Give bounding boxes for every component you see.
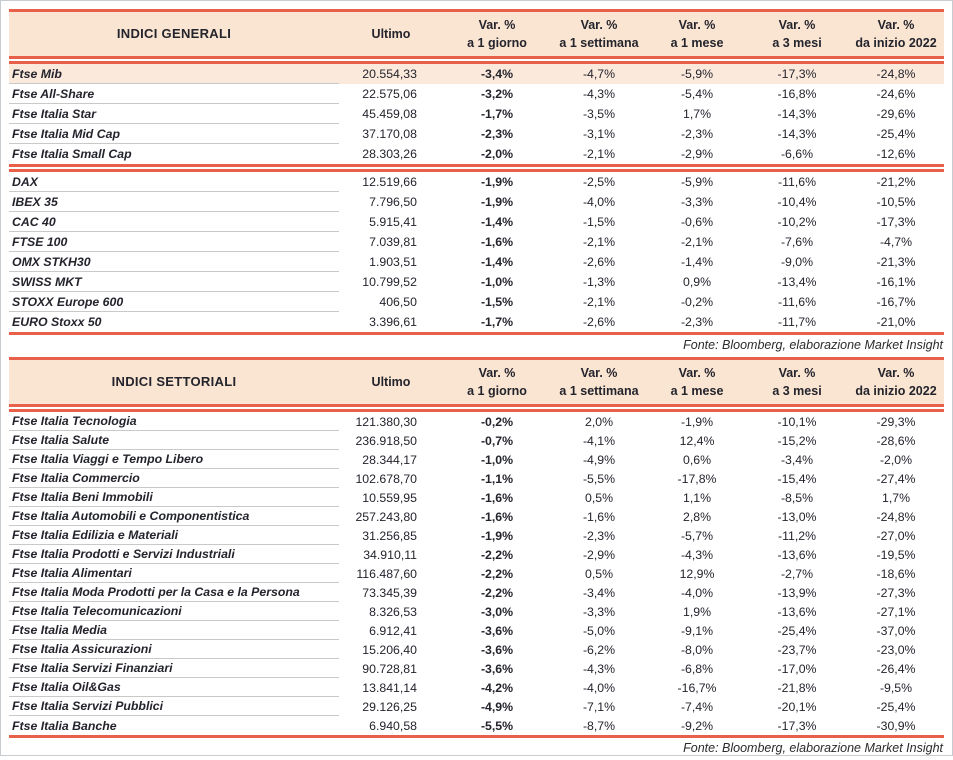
var-inizio-2022-cell: -24,6% [876, 87, 916, 101]
ultimo-value-cell: 10.799,52 [362, 275, 417, 289]
table-row [9, 124, 944, 144]
var-1-settimana-cell: -4,3% [582, 661, 616, 676]
var-1-settimana-cell: -4,0% [582, 195, 616, 209]
var-3-mesi-cell: -25,4% [777, 623, 817, 638]
index-name-cell: OMX STKH30 [9, 252, 339, 272]
var-1-settimana-cell: -1,6% [582, 509, 616, 524]
ultimo-value-cell: 5.915,41 [369, 215, 417, 229]
table-row [9, 488, 944, 507]
var-1-mese-cell: -17,8% [677, 471, 717, 486]
column-header-line1: Var. % [580, 17, 618, 32]
var-3-mesi-cell: -13,6% [777, 547, 817, 562]
column-header-var-inizio-2022 [847, 364, 945, 400]
ultimo-value-cell: 406,50 [379, 295, 417, 309]
var-3-mesi-cell: -11,7% [777, 315, 817, 329]
var-inizio-2022-cell: -4,7% [879, 235, 913, 249]
var-1-settimana-cell: -7,1% [582, 699, 616, 714]
indici-generali-header-row [9, 12, 944, 56]
index-name-cell: EURO Stoxx 50 [12, 315, 102, 329]
var-3-mesi-cell: -21,8% [777, 680, 817, 695]
var-1-mese-cell: -16,7% [677, 680, 717, 695]
column-header-line2: a 1 settimana [559, 36, 639, 50]
index-name-cell: Ftse Italia Prodotti e Servizi Industriali [9, 545, 339, 564]
table-row [9, 507, 944, 526]
var-inizio-2022-cell: -25,4% [876, 699, 916, 714]
var-1-giorno-cell: -5,5% [480, 718, 514, 733]
column-header-line1: Var. % [678, 17, 716, 32]
index-name-cell: Ftse Italia Tecnologia [9, 412, 339, 431]
var-3-mesi-cell: -23,7% [777, 642, 817, 657]
index-name-cell: Ftse Italia Viaggi e Tempo Libero [9, 450, 339, 469]
var-1-settimana-cell: -4,9% [582, 452, 616, 467]
column-header-line1: Var. % [580, 365, 618, 380]
index-name-cell: IBEX 35 [9, 192, 339, 212]
section-divider [9, 164, 944, 172]
table-row [9, 192, 944, 212]
var-1-mese-cell: -9,2% [680, 718, 714, 733]
var-3-mesi-cell: -10,2% [777, 215, 817, 229]
var-1-mese-cell: 1,9% [682, 604, 712, 619]
var-inizio-2022-cell: -25,4% [876, 127, 916, 141]
table-title: INDICI GENERALI [116, 25, 232, 41]
var-3-mesi-cell: -13,0% [777, 509, 817, 524]
ultimo-value-cell: 102.678,70 [355, 471, 417, 486]
column-header-line1: Var. % [877, 365, 915, 380]
column-header-var-1-mese [647, 364, 747, 400]
ultimo-value-cell: 8.326,53 [369, 604, 417, 619]
var-1-settimana-cell: -2,1% [582, 295, 616, 309]
var-1-giorno-cell: -0,2% [480, 414, 514, 429]
var-inizio-2022-cell: -29,6% [876, 107, 916, 121]
var-1-settimana-cell: -5,5% [582, 471, 616, 486]
var-inizio-2022-cell: -9,5% [879, 680, 913, 695]
column-header-line1: Var. % [478, 17, 516, 32]
ultimo-value-cell: 10.559,95 [362, 490, 417, 505]
var-1-mese-cell: 0,6% [682, 452, 712, 467]
index-name-cell: Ftse All-Share [9, 84, 339, 104]
source-caption: Fonte: Bloomberg, elaborazione Market Insight [683, 338, 943, 352]
var-1-settimana-cell: 0,5% [584, 566, 614, 581]
var-1-settimana-cell: -3,4% [582, 585, 616, 600]
var-1-settimana-cell: 2,0% [584, 414, 614, 429]
table-row [9, 64, 944, 84]
column-header-line2: da inizio 2022 [855, 384, 937, 398]
var-1-giorno-cell: -0,7% [480, 433, 514, 448]
var-1-settimana-cell: -4,1% [582, 433, 616, 448]
table-row [9, 716, 944, 735]
var-1-settimana-cell: -2,1% [582, 235, 616, 249]
indici-settoriali-table [9, 357, 944, 738]
var-3-mesi-cell: -14,3% [777, 107, 817, 121]
table-row [9, 252, 944, 272]
var-inizio-2022-cell: -18,6% [876, 566, 916, 581]
index-name-cell: Ftse Italia Moda Prodotti per la Casa e la Persona [9, 583, 339, 602]
var-3-mesi-cell: -6,6% [780, 147, 814, 161]
var-1-settimana-cell: -6,2% [582, 642, 616, 657]
var-1-giorno-cell: -2,2% [480, 547, 514, 562]
var-1-giorno-cell: -3,6% [480, 642, 514, 657]
index-name-cell: Ftse Italia Small Cap [12, 147, 132, 161]
var-inizio-2022-cell: -19,5% [876, 547, 916, 562]
var-1-mese-cell: -7,4% [680, 699, 714, 714]
var-1-mese-cell: -5,9% [680, 175, 714, 189]
var-3-mesi-cell: -10,4% [777, 195, 817, 209]
var-1-giorno-cell: -2,2% [480, 585, 514, 600]
var-3-mesi-cell: -16,8% [777, 87, 817, 101]
var-3-mesi-cell: -17,3% [777, 67, 817, 81]
table-row [9, 104, 944, 124]
header-double-rule [9, 56, 944, 64]
indici-settoriali-header-row [9, 360, 944, 404]
var-1-giorno-cell: -2,0% [480, 147, 514, 161]
var-1-mese-cell: -5,7% [680, 528, 714, 543]
var-1-settimana-cell: -2,3% [582, 528, 616, 543]
var-inizio-2022-cell: -17,3% [876, 215, 916, 229]
column-header-line1: Var. % [778, 365, 816, 380]
ultimo-value-cell: 116.487,60 [356, 566, 417, 581]
index-name-cell: FTSE 100 [9, 232, 339, 252]
index-name-cell: STOXX Europe 600 [9, 292, 339, 312]
var-3-mesi-cell: -17,3% [777, 718, 817, 733]
indici-settoriali-body [9, 412, 944, 735]
var-1-settimana-cell: -1,3% [582, 275, 616, 289]
index-name-cell: Ftse Mib [9, 64, 339, 84]
var-1-giorno-cell: -1,7% [480, 315, 514, 329]
var-inizio-2022-cell: -27,1% [876, 604, 916, 619]
column-header-var-3-mesi [747, 364, 847, 400]
ultimo-value-cell: 28.303,26 [362, 147, 417, 161]
var-inizio-2022-cell: -27,3% [876, 585, 916, 600]
var-1-mese-cell: -0,6% [680, 215, 714, 229]
var-3-mesi-cell: -20,1% [777, 699, 817, 714]
var-1-giorno-cell: -1,6% [480, 235, 514, 249]
column-header-line2: a 3 mesi [772, 36, 822, 50]
var-inizio-2022-cell: 1,7% [881, 490, 911, 505]
ultimo-value-cell: 37.170,08 [362, 127, 417, 141]
var-1-giorno-cell: -3,0% [480, 604, 514, 619]
ultimo-value-cell: 28.344,17 [362, 452, 417, 467]
index-name-cell: Ftse Italia Commercio [9, 469, 339, 488]
var-1-mese-cell: -1,9% [680, 414, 714, 429]
ultimo-value-cell: 236.918,50 [355, 433, 417, 448]
column-header-var-inizio-2022 [847, 16, 945, 52]
column-header-line1: Var. % [478, 365, 516, 380]
ultimo-value-cell: 20.554,33 [362, 67, 417, 81]
table-row [9, 212, 944, 232]
var-1-mese-cell: -0,2% [680, 295, 714, 309]
ultimo-value-cell: 7.796,50 [369, 195, 417, 209]
var-3-mesi-cell: -7,6% [780, 235, 814, 249]
var-1-mese-cell: -3,3% [680, 195, 714, 209]
var-1-giorno-cell: -1,0% [480, 452, 514, 467]
var-1-mese-cell: 12,4% [679, 433, 715, 448]
table-row [9, 564, 944, 583]
var-3-mesi-cell: -13,4% [777, 275, 817, 289]
table-row [9, 450, 944, 469]
table-row [9, 292, 944, 312]
var-1-settimana-cell: -3,5% [582, 107, 616, 121]
var-1-mese-cell: -2,9% [680, 147, 714, 161]
index-name-cell: Ftse Italia Oil&Gas [9, 678, 339, 697]
var-3-mesi-cell: -9,0% [780, 255, 814, 269]
var-1-mese-cell: 12,9% [679, 566, 715, 581]
table-row [9, 272, 944, 292]
var-1-mese-cell: -5,9% [680, 67, 714, 81]
var-3-mesi-cell: -13,6% [777, 604, 817, 619]
var-3-mesi-cell: -3,4% [780, 452, 814, 467]
ultimo-value-cell: 45.459,08 [362, 107, 417, 121]
column-header-var-1-giorno [443, 16, 551, 52]
column-header-var-1-settimana [551, 16, 647, 52]
index-name-cell: Ftse Italia Automobili e Componentistica [9, 507, 339, 526]
column-header-line1: Var. % [678, 365, 716, 380]
var-1-mese-cell: -2,3% [680, 127, 714, 141]
column-header-ultimo: Ultimo [371, 26, 411, 41]
var-1-giorno-cell: -3,6% [480, 661, 514, 676]
table-row [9, 232, 944, 252]
var-1-giorno-cell: -1,5% [480, 295, 514, 309]
source-caption: Fonte: Bloomberg, elaborazione Market Insight [683, 741, 943, 755]
index-name-cell: Ftse Italia Alimentari [9, 564, 339, 583]
var-1-mese-cell: 0,9% [682, 275, 712, 289]
var-1-giorno-cell: -1,7% [480, 107, 514, 121]
column-header-var-1-mese [647, 16, 747, 52]
var-inizio-2022-cell: -26,4% [876, 661, 916, 676]
table-row [9, 602, 944, 621]
var-1-mese-cell: -9,1% [680, 623, 714, 638]
var-1-mese-cell: -6,8% [680, 661, 714, 676]
table-row [9, 172, 944, 192]
var-1-settimana-cell: 0,5% [584, 490, 614, 505]
var-1-giorno-cell: -1,6% [480, 509, 514, 524]
ultimo-value-cell: 73.345,39 [362, 585, 417, 600]
var-inizio-2022-cell: -23,0% [876, 642, 916, 657]
var-1-mese-cell: -4,0% [680, 585, 714, 600]
table-row [9, 526, 944, 545]
table-row [9, 640, 944, 659]
var-inizio-2022-cell: -27,0% [876, 528, 916, 543]
column-header-line2: a 1 mese [670, 384, 724, 398]
var-1-giorno-cell: -2,3% [480, 127, 514, 141]
ultimo-value-cell: 6.940,58 [369, 718, 417, 733]
table-row [9, 412, 944, 431]
var-inizio-2022-cell: -10,5% [876, 195, 916, 209]
var-inizio-2022-cell: -27,4% [876, 471, 916, 486]
index-name-cell: Ftse Italia Mid Cap [9, 124, 339, 144]
var-1-mese-cell: -1,4% [680, 255, 714, 269]
var-inizio-2022-cell: -28,6% [876, 433, 916, 448]
var-1-settimana-cell: -3,3% [582, 604, 616, 619]
var-1-giorno-cell: -2,2% [480, 566, 514, 581]
var-1-settimana-cell: -1,5% [582, 215, 616, 229]
var-inizio-2022-cell: -30,9% [876, 718, 916, 733]
var-inizio-2022-cell: -21,3% [876, 255, 916, 269]
var-3-mesi-cell: -11,2% [777, 528, 817, 543]
var-inizio-2022-cell: -12,6% [876, 147, 916, 161]
column-header-var-3-mesi [747, 16, 847, 52]
column-header-ultimo: Ultimo [371, 374, 411, 389]
var-1-giorno-cell: -1,9% [480, 528, 514, 543]
var-1-mese-cell: -4,3% [680, 547, 714, 562]
ultimo-value-cell: 22.575,06 [362, 87, 417, 101]
var-inizio-2022-cell: -29,3% [876, 414, 916, 429]
ultimo-value-cell: 34.910,11 [363, 547, 417, 562]
index-name-cell: Ftse Italia Media [9, 621, 339, 640]
index-name-cell: Ftse Italia Servizi Finanziari [9, 659, 339, 678]
index-name-cell: SWISS MKT [9, 272, 339, 292]
var-1-giorno-cell: -1,4% [480, 255, 514, 269]
var-1-settimana-cell: -4,0% [582, 680, 616, 695]
ultimo-value-cell: 15.206,40 [362, 642, 417, 657]
column-header-var-1-giorno [443, 364, 551, 400]
var-1-giorno-cell: -1,1% [480, 471, 514, 486]
ultimo-value-cell: 3.396,61 [369, 315, 417, 329]
var-1-giorno-cell: -3,6% [480, 623, 514, 638]
var-1-settimana-cell: -4,3% [582, 87, 616, 101]
ultimo-value-cell: 13.841,14 [362, 680, 417, 695]
table-row [9, 545, 944, 564]
index-name-cell: Ftse Italia Star [9, 104, 339, 124]
var-inizio-2022-cell: -24,8% [876, 509, 916, 524]
column-header-line2: a 1 giorno [467, 384, 527, 398]
index-name-cell: Ftse Italia Beni Immobili [9, 488, 339, 507]
index-name-cell: DAX [9, 172, 339, 192]
var-1-giorno-cell: -1,9% [480, 195, 514, 209]
column-header-line1: Var. % [877, 17, 915, 32]
var-1-giorno-cell: -1,6% [480, 490, 514, 505]
table-row [9, 678, 944, 697]
column-header-line2: a 1 mese [670, 36, 724, 50]
table-row [9, 469, 944, 488]
var-inizio-2022-cell: -21,0% [876, 315, 916, 329]
ultimo-value-cell: 12.519,66 [362, 175, 417, 189]
var-1-settimana-cell: -2,6% [582, 315, 616, 329]
index-name-cell: Ftse Italia Servizi Pubblici [9, 697, 339, 716]
table-row [9, 431, 944, 450]
ultimo-value-cell: 31.256,85 [362, 528, 417, 543]
var-3-mesi-cell: -13,9% [777, 585, 817, 600]
index-name-cell: Ftse Italia Edilizia e Materiali [9, 526, 339, 545]
column-header-line2: da inizio 2022 [855, 36, 937, 50]
var-3-mesi-cell: -11,6% [777, 295, 817, 309]
ultimo-value-cell: 121.380,30 [355, 414, 417, 429]
ultimo-value-cell: 29.126,25 [362, 699, 417, 714]
var-1-mese-cell: 1,7% [682, 107, 712, 121]
table-row [9, 312, 944, 332]
var-3-mesi-cell: -15,4% [777, 471, 817, 486]
var-inizio-2022-cell: -24,8% [876, 67, 916, 81]
var-1-settimana-cell: -5,0% [582, 623, 616, 638]
var-1-mese-cell: 2,8% [682, 509, 712, 524]
var-inizio-2022-cell: -16,7% [876, 295, 916, 309]
var-1-settimana-cell: -2,5% [582, 175, 616, 189]
var-1-settimana-cell: -8,7% [582, 718, 616, 733]
var-3-mesi-cell: -14,3% [777, 127, 817, 141]
ultimo-value-cell: 90.728,81 [362, 661, 417, 676]
var-1-giorno-cell: -1,0% [480, 275, 514, 289]
column-header-line2: a 1 giorno [467, 36, 527, 50]
var-1-giorno-cell: -4,2% [480, 680, 514, 695]
var-1-giorno-cell: -3,2% [480, 87, 514, 101]
index-name-cell: Ftse Italia Assicurazioni [9, 640, 339, 659]
var-3-mesi-cell: -11,6% [777, 175, 817, 189]
column-header-line2: a 3 mesi [772, 384, 822, 398]
var-3-mesi-cell: -10,1% [777, 414, 817, 429]
ultimo-value-cell: 7.039,81 [369, 235, 417, 249]
var-3-mesi-cell: -8,5% [780, 490, 814, 505]
table-title: INDICI SETTORIALI [111, 373, 237, 389]
indici-generali-table [9, 9, 944, 335]
var-1-settimana-cell: -4,7% [582, 67, 616, 81]
var-1-giorno-cell: -3,4% [480, 67, 514, 81]
ultimo-value-cell: 1.903,51 [369, 255, 417, 269]
table-row [9, 583, 944, 602]
var-1-giorno-cell: -4,9% [480, 699, 514, 714]
column-header-var-1-settimana [551, 364, 647, 400]
var-3-mesi-cell: -17,0% [777, 661, 817, 676]
index-name-cell: Ftse Italia Salute [9, 431, 339, 450]
header-double-rule [9, 404, 944, 412]
var-3-mesi-cell: -2,7% [780, 566, 814, 581]
var-1-giorno-cell: -1,9% [480, 175, 514, 189]
var-inizio-2022-cell: -2,0% [879, 452, 913, 467]
table-row [9, 697, 944, 716]
column-header-line2: a 1 settimana [559, 384, 639, 398]
var-inizio-2022-cell: -21,2% [876, 175, 916, 189]
var-1-mese-cell: -2,1% [680, 235, 714, 249]
var-1-settimana-cell: -2,6% [582, 255, 616, 269]
var-3-mesi-cell: -15,2% [777, 433, 817, 448]
var-1-settimana-cell: -2,9% [582, 547, 616, 562]
var-inizio-2022-cell: -37,0% [876, 623, 916, 638]
indici-generali-body [9, 64, 944, 332]
column-header-line1: Var. % [778, 17, 816, 32]
var-1-giorno-cell: -1,4% [480, 215, 514, 229]
index-name-cell: Ftse Italia Telecomunicazioni [9, 602, 339, 621]
table-row [9, 621, 944, 640]
var-1-settimana-cell: -2,1% [582, 147, 616, 161]
var-1-mese-cell: 1,1% [682, 490, 712, 505]
var-1-mese-cell: -8,0% [680, 642, 714, 657]
ultimo-value-cell: 257.243,80 [355, 509, 417, 524]
var-inizio-2022-cell: -16,1% [876, 275, 916, 289]
table-row [9, 659, 944, 678]
table-row [9, 84, 944, 104]
var-1-mese-cell: -5,4% [680, 87, 714, 101]
index-name-cell: CAC 40 [9, 212, 339, 232]
index-name-cell: Ftse Italia Banche [12, 718, 117, 733]
ultimo-value-cell: 6.912,41 [369, 623, 417, 638]
var-1-settimana-cell: -3,1% [582, 127, 616, 141]
table-row [9, 144, 944, 164]
var-1-mese-cell: -2,3% [680, 315, 714, 329]
